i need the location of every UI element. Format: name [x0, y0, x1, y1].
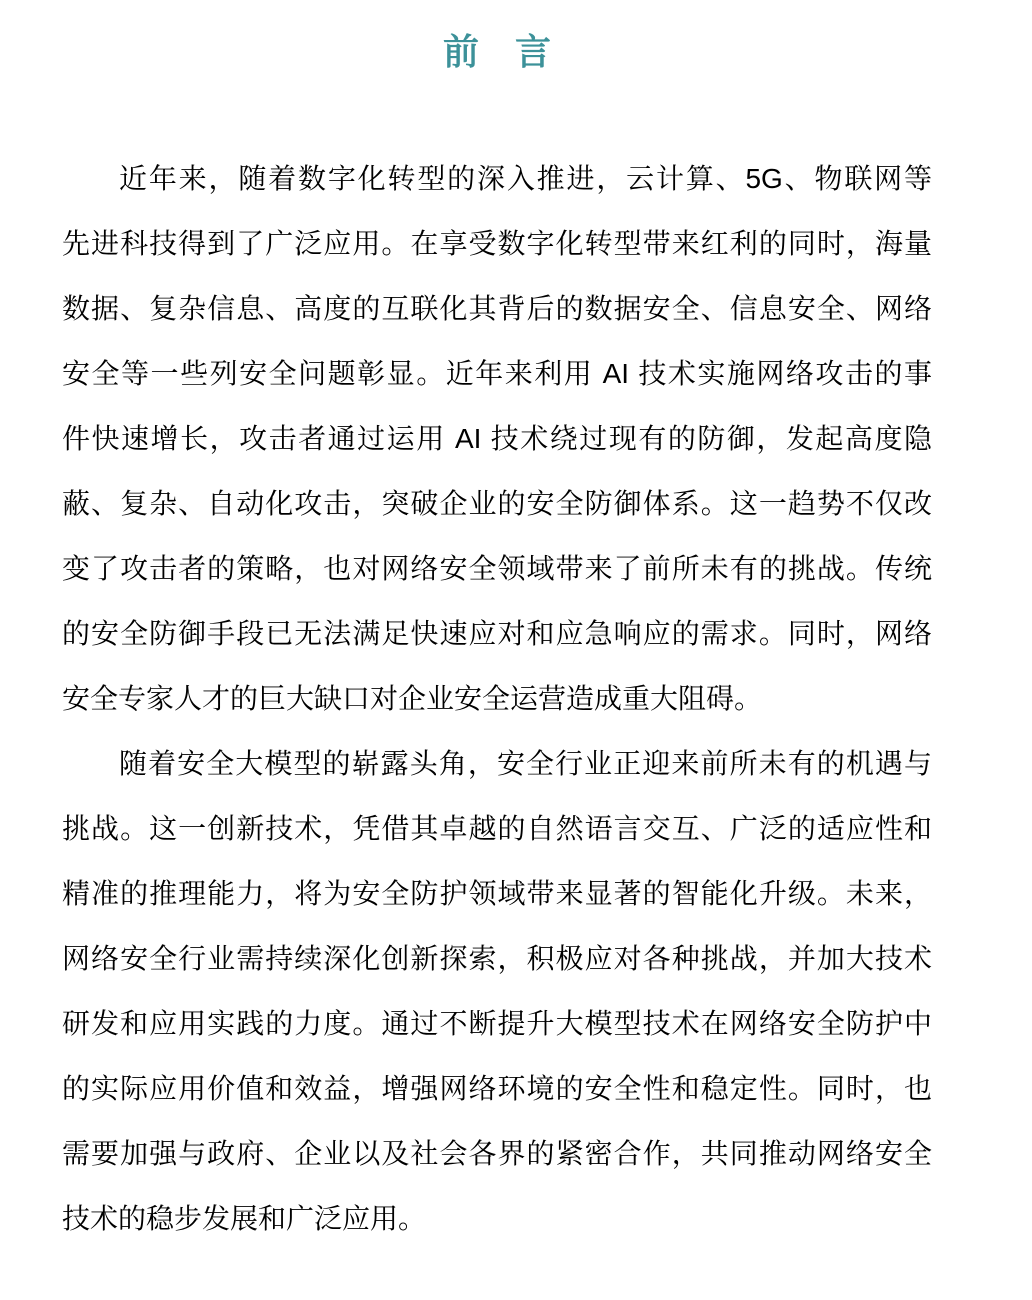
text-line: 蔽、复杂、自动化攻击，突破企业的安全防御体系。这一趋势不仅改 — [62, 488, 932, 519]
text-line: 的安全防御手段已无法满足快速应对和应急响应的需求。同时，网络 — [62, 618, 932, 649]
text-line: 近年来，随着数字化转型的深入推进，云计算、5G、物联网等 — [119, 163, 932, 194]
text-line: 精准的推理能力，将为安全防护领域带来显著的智能化升级。未来， — [62, 878, 932, 909]
text-line: 件快速增长，攻击者通过运用 AI 技术绕过现有的防御，发起高度隐 — [62, 423, 932, 454]
text-line: 的实际应用价值和效益，增强网络环境的安全性和稳定性。同时，也 — [62, 1073, 932, 1104]
text-line: 挑战。这一创新技术，凭借其卓越的自然语言交互、广泛的适应性和 — [62, 813, 932, 844]
preface-body — [62, 146, 932, 1251]
text-line: 技术的稳步发展和广泛应用。 — [62, 1203, 427, 1234]
text-line: 网络安全行业需持续深化创新探索，积极应对各种挑战，并加大技术 — [62, 943, 932, 974]
paragraph — [62, 146, 932, 731]
page-title: 前 言 — [442, 31, 551, 72]
text-line: 安全等一些列安全问题彰显。近年来利用 AI 技术实施网络攻击的事 — [62, 358, 932, 389]
text-line: 安全专家人才的巨大缺口对企业安全运营造成重大阻碍。 — [62, 683, 763, 714]
text-line: 变了攻击者的策略，也对网络安全领域带来了前所未有的挑战。传统 — [62, 553, 932, 584]
text-line: 数据、复杂信息、高度的互联化其背后的数据安全、信息安全、网络 — [62, 293, 932, 324]
text-line: 需要加强与政府、企业以及社会各界的紧密合作，共同推动网络安全 — [62, 1138, 932, 1169]
paragraph — [62, 731, 932, 1251]
text-line: 研发和应用实践的力度。通过不断提升大模型技术在网络安全防护中 — [62, 1008, 932, 1039]
text-line: 随着安全大模型的崭露头角，安全行业正迎来前所未有的机遇与 — [119, 748, 932, 779]
text-line: 先进科技得到了广泛应用。在享受数字化转型带来红利的同时，海量 — [62, 228, 932, 259]
